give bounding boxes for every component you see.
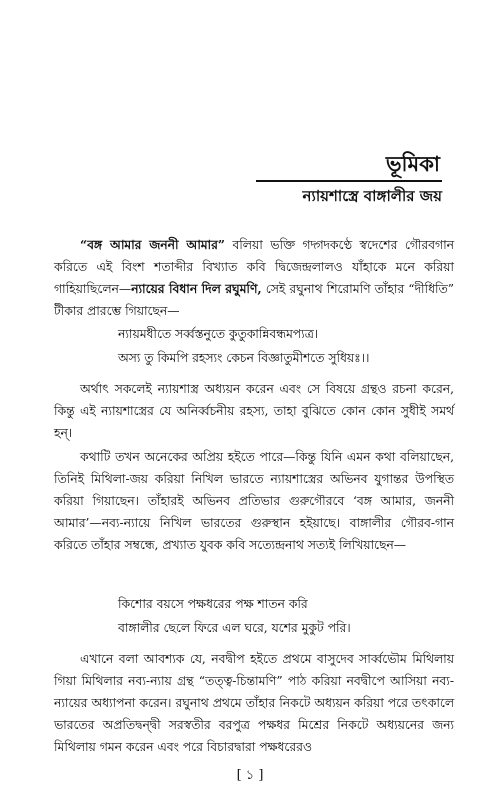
paragraph-2 (54, 378, 454, 444)
poem-line-2: বাঙ্গালীর ছেলে ফিরে এল ঘরে, যশের মুকুট পরি। (118, 621, 351, 635)
title-underline (256, 180, 442, 182)
paragraph-2-text: অর্থাৎ সকলেই ন্যায়শাস্ত্র অধ্যয়ন করেন এবং সে বিষয়ে গ্রন্থও রচনা করেন, কিন্তু এই ন্যায়শাস্ত্রের যে অনির্ব্বচনীয় রহস্য, তাহা বুঝিতে কোন কোন সুধীই সমর্থ হন্। (54, 382, 454, 440)
quote-bold: “বঙ্গ আমার জননী আমার” (80, 237, 225, 252)
paragraph-1-text-a: বলিয়া ভক্তি গদ্গদকণ্ঠে স্বদেশের গৌরবগান করিতে এই বিংশ শতাব্দীর বিখ্যাত কবি দ্বিজেন্দ্রলালও যাঁহাকে মনে করিয়া গাহিয়াছিলেন— (54, 238, 454, 296)
paragraph-4-text: এখানে বলা আবশ্যক যে, নবদ্বীপ হইতে প্রথমে বাসুদেব সার্ব্বভৌম মিথিলায় গিয়া মিথিলার নব্য-ন্যায় গ্রন্থ “তত্ত্ব-চিন্তামণি” পাঠ করিয়া নবদ্বীপে আসিয়া নব্য-ন্যায়ের অধ্যাপনা করেন। রঘুনাথ প্রথমে তাঁহার নিকটে অধ্যয়ন করিয়া পরে তৎকালে ভারতের অপ্রতিদ্বন্দ্বী সরস্বতীর বরপুত্র পক্ষধর মিশ্রের নিকটে অধ্যয়নের জন্য মিথিলায় গমন করেন এবং পরে বিচারদ্বারা পক্ষধরেরও (54, 652, 454, 754)
chapter-subtitle: ন্যায়শাস্ত্রে বাঙ্গালীর জয় (302, 187, 442, 205)
paragraph-3-text: কথাটি তখন অনেকের অপ্রিয় হইতে পারে—কিন্তু যিনি এমন কথা বলিয়াছেন, তিনিই মিথিলা-জয় করিয়া নিখিল ভারতে ন্যায়শাস্ত্রের অভিনব যুগান্তর উপস্থিত করিয়া গিয়াছেন। তাঁহারই অভিনব প্রতিভার গুরুগৌরবে ‘বঙ্গ আমার, জননী আমার’—নব্য-ন্যায়ে নিখিল ভারতের গুরুস্থান হইয়াছে। বাঙ্গালীর গৌরব-গান করিতে তাঁহার সম্বন্ধে, প্রখ্যাত যুবক কবি সত্যেন্দ্রনাথ সত্যই লিখিয়াছেন— (54, 450, 454, 552)
paragraph-1-text-b: সেই রঘুনাথ শিরোমণি তাঁহার “দীধিতি” টীকার প্রারম্ভে গিয়াছেন— (54, 282, 454, 318)
verse-line-2: অস্য তু কিমপি রহস্যং কেচন বিজ্ঞাতুমীশতে সুধিয়ঃ।। (118, 351, 370, 365)
paragraph-4 (54, 648, 454, 758)
page-number: [ ১ ] (236, 768, 264, 783)
chapter-heading (256, 150, 442, 206)
verse-line-1: ন্যায়মধীতে সর্ব্বস্তনুতে কুতুকান্নিবন্ধমপ্যত্র। (118, 327, 319, 341)
paragraph-1-bold-phrase: ন্যায়ের বিধান দিল রঘুমণি, (131, 281, 262, 296)
sanskrit-verse (118, 322, 458, 370)
paragraph-3 (54, 446, 454, 556)
paragraph-1 (54, 234, 454, 322)
poem-verse (118, 592, 458, 640)
poem-line-1: কিশোর বয়সে পক্ষধরের পক্ষ শাতন করি (118, 597, 308, 611)
chapter-title: ভূমিকা (385, 152, 440, 176)
